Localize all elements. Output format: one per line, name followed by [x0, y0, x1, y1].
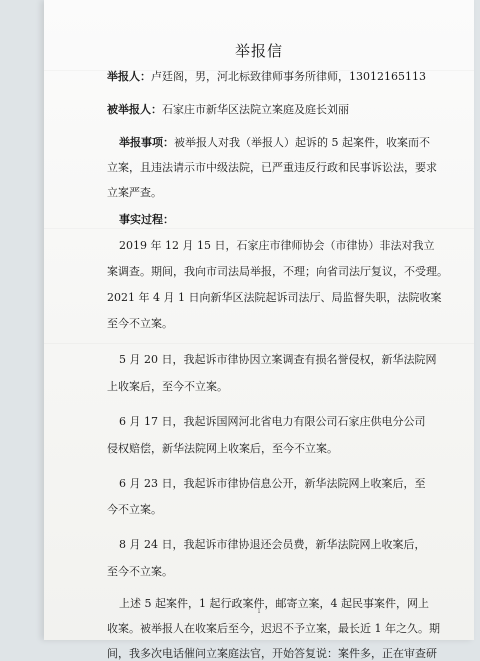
paragraph-1-line-4: 至今不立案。	[107, 317, 173, 330]
reported-text: 石家庄市新华区法院立案庭及庭长刘丽	[162, 103, 349, 116]
paragraph-5-line-2: 至今不立案。	[107, 565, 173, 578]
matter-line-1	[119, 134, 460, 150]
paragraph-4-line-2: 今不立案。	[107, 503, 162, 516]
paragraph-6-line-3: 间，我多次电话催问立案庭法官，开始答复说：案件多，正在审查研	[107, 647, 437, 660]
paragraph-3-line-1: 6 月 17 日，我起诉国网河北省电力有限公司石家庄供电分公司	[119, 415, 426, 428]
document-page	[44, 0, 474, 660]
reporter-label: 举报人：	[107, 70, 151, 83]
paragraph-6-line-2: 收案。被举报人在收案后至今，迟迟不予立案，最长近 1 年之久。期	[107, 622, 440, 635]
matter-label: 举报事项：	[119, 136, 174, 149]
paragraph-6-line-1: 上述 5 起案件，1 起行政案件，邮寄立案，4 起民事案件，网上	[119, 597, 429, 610]
paragraph-1-line-1: 2019 年 12 月 15 日，石家庄市律师协会（市律协）非法对我立	[119, 239, 435, 252]
paragraph-1-line-3: 2021 年 4 月 1 日向新华区法院起诉司法厅、局监督失职，法院收案	[107, 291, 442, 304]
document-title: 举报信	[234, 42, 283, 60]
paragraph-2-line-1: 5 月 20 日，我起诉市律协因立案调查有损名誉侵权，新华法院网	[119, 353, 437, 366]
paragraph-1-line-2: 案调查。期间，我向市司法局举报，不理；向省司法厅复议，不受理。	[107, 265, 448, 278]
paragraph-3-line-2: 侵权赔偿，新华法院网上收案后，至今不立案。	[107, 442, 338, 455]
matter-line-2: 立案，且违法请示市中级法院，已严重违反行政和民事诉讼法，要求	[107, 161, 437, 174]
facts-label: 事实过程：	[119, 213, 174, 226]
reported-line	[107, 101, 460, 117]
matter-line-3: 立案严查。	[107, 186, 162, 199]
paragraph-4-line-1: 6 月 23 日，我起诉市律协信息公开，新华法院网上收案后，至	[119, 477, 426, 490]
facts-heading	[119, 211, 460, 227]
page-number: 1	[257, 608, 261, 615]
paragraph-5-line-1: 8 月 24 日，我起诉市律协退还会员费，新华法院网上收案后，	[119, 538, 426, 551]
reported-label: 被举报人：	[107, 103, 162, 116]
matter-text-1: 被举报人对我（举报人）起诉的 5 起案件，收案而不	[174, 136, 430, 149]
reporter-line	[107, 68, 460, 84]
paragraph-2-line-2: 上收案后，至今不立案。	[107, 380, 228, 393]
reporter-text: 卢廷阁，男，河北标致律师事务所律师，13012165113	[151, 70, 426, 83]
